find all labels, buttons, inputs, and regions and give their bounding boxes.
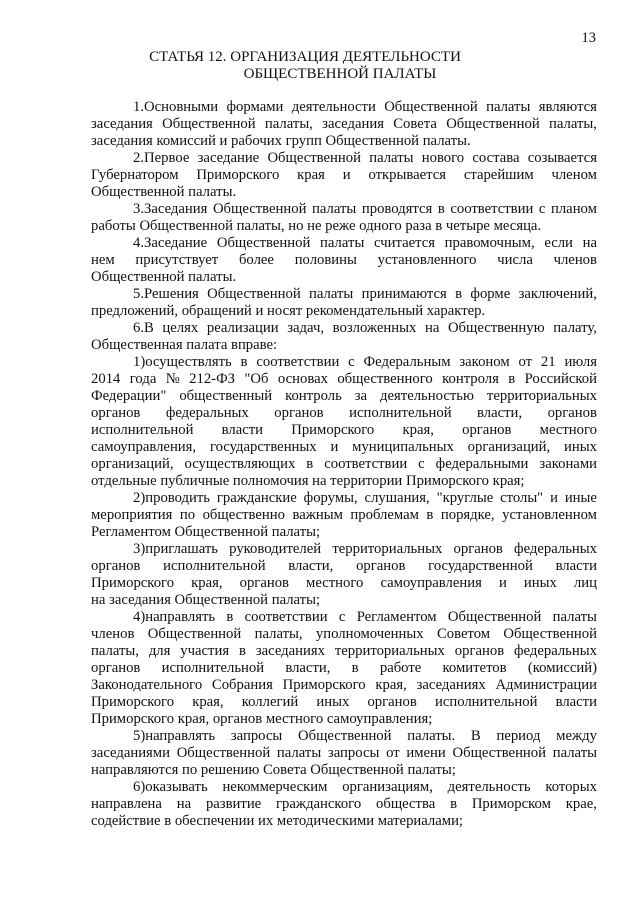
text-line: 1)осуществлять в соответствии с Федеральным законом от 21 июля (133, 354, 597, 370)
text-line: 1.Основными формами деятельности Общественной палаты являются (133, 99, 597, 115)
text-line: направлена на развитие гражданского общества в Приморском крае, (91, 796, 597, 812)
text-line: на заседания Общественной палаты; (91, 592, 321, 608)
text-line: Приморского края, органов местного самоуправления и иных лиц (91, 575, 597, 591)
text-line: организаций, осуществляющих в соответствии с федеральными законами (91, 456, 597, 472)
text-line: заседания Общественной палаты, заседания Совета Общественной палаты, (91, 116, 597, 132)
text-line: Законодательного Собрания Приморского края, заседаниях Администрации (91, 677, 597, 693)
text-line: заседания комиссий и рабочих групп Общественной палаты. (91, 133, 471, 149)
text-line: 2.Первое заседание Общественной палаты нового состава созывается (133, 150, 597, 166)
text-line: 3.Заседания Общественной палаты проводятся в соответствии с планом (133, 201, 597, 217)
text-line: палаты, для участия в заседаниях территориальных органов федеральных (91, 643, 597, 659)
page-number: 13 (581, 30, 596, 46)
text-line: Приморского края, органов местного самоуправления; (91, 711, 433, 727)
text-line: предложений, обращений и носят рекомендательный характер. (91, 303, 486, 319)
text-line: 5.Решения Общественной палаты принимаются в форме заключений, (133, 286, 597, 302)
text-line: направляются по решению Совета Общественной палаты; (91, 762, 456, 778)
text-line: содействие в обеспечении их методическими материалами; (91, 813, 464, 829)
text-line: органов исполнительной власти, в работе комитетов (комиссий) (91, 660, 597, 676)
text-line: 4)направлять в соответствии с Регламентом Общественной палаты (133, 609, 597, 625)
text-line: мероприятия по общественно важным проблемам в порядке, установленном (91, 507, 597, 523)
text-line: Регламентом Общественной палаты; (91, 524, 321, 540)
article-heading-line-2: ОБЩЕСТВЕННОЙ ПАЛАТЫ (243, 66, 437, 82)
text-line: 2014 года № 212-ФЗ "Об основах общественного контроля в Российской (91, 371, 597, 387)
text-line: Общественной палаты. (91, 184, 237, 200)
text-line: заседаниями Общественной палаты запросы от имени Общественной палаты (91, 745, 597, 761)
text-line: Общественной палаты. (91, 269, 237, 285)
text-line: членов Общественной палаты, уполномоченных Советом Общественной (91, 626, 597, 642)
text-line: 3)приглашать руководителей территориальных органов федеральных (133, 541, 597, 557)
text-line: 6.В целях реализации задач, возложенных на Общественную палату, (133, 320, 597, 336)
article-heading-line-1: СТАТЬЯ 12. ОРГАНИЗАЦИЯ ДЕЯТЕЛЬНОСТИ (149, 49, 461, 65)
text-line: органов федеральных органов исполнительной власти, органов (91, 405, 597, 421)
text-line: нем присутствует более половины установленного числа членов (91, 252, 597, 268)
text-line: работы Общественной палаты, но не реже одного раза в четыре месяца. (91, 218, 542, 234)
text-line: 5)направлять запросы Общественной палаты. В период между (133, 728, 597, 744)
text-line: Приморского края, коллегий иных органов исполнительной власти (91, 694, 597, 710)
text-line: органов исполнительной власти, органов государственной власти (91, 558, 597, 574)
text-line: 6)оказывать некоммерческим организациям, деятельность которых (133, 779, 597, 795)
text-line: 2)проводить гражданские форумы, слушания, "круглые столы" и иные (133, 490, 597, 506)
text-line: 4.Заседание Общественной палаты считается правомочным, если на (133, 235, 597, 251)
text-line: Федерации" общественный контроль за деятельностью территориальных (91, 388, 597, 404)
article-body (91, 99, 597, 830)
text-line: исполнительной власти Приморского края, органов местного (91, 422, 597, 438)
text-line: отдельные публичные полномочия на территории Приморского края; (91, 473, 525, 489)
text-line: Губернатором Приморского края и открывается старейшим членом (91, 167, 597, 183)
article-heading (0, 49, 640, 83)
text-line: самоуправления, государственных и муниципальных организаций, иных (91, 439, 597, 455)
text-line: Общественная палата вправе: (91, 337, 278, 353)
